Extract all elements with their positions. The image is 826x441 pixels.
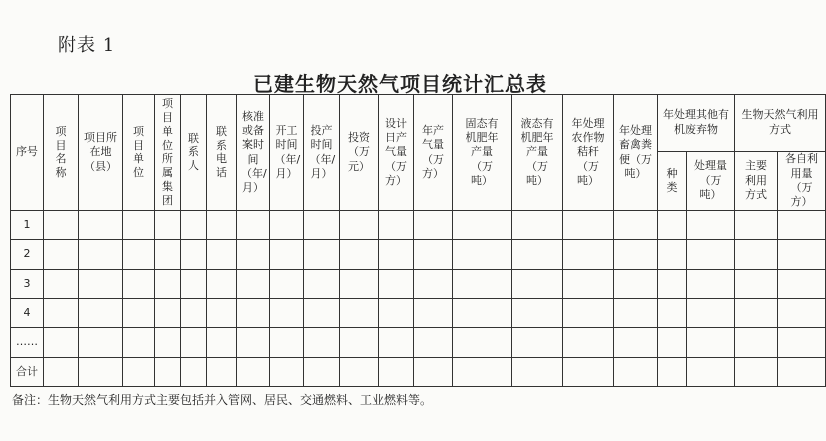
table-cell[interactable] bbox=[304, 240, 340, 269]
header-phone: 联系电话 bbox=[207, 95, 237, 211]
table-cell[interactable] bbox=[270, 211, 304, 240]
table-cell[interactable] bbox=[181, 240, 207, 269]
table-cell[interactable] bbox=[414, 240, 453, 269]
table-cell[interactable] bbox=[44, 211, 79, 240]
table-cell[interactable] bbox=[340, 299, 379, 328]
table-cell[interactable] bbox=[379, 328, 414, 357]
table-cell[interactable] bbox=[735, 269, 778, 298]
table-cell[interactable] bbox=[123, 357, 155, 386]
table-cell[interactable] bbox=[778, 357, 826, 386]
table-cell[interactable] bbox=[123, 269, 155, 298]
table-cell[interactable] bbox=[453, 299, 512, 328]
table-cell[interactable] bbox=[658, 299, 687, 328]
table-cell[interactable] bbox=[414, 269, 453, 298]
table-row bbox=[11, 299, 826, 328]
table-cell[interactable] bbox=[687, 299, 735, 328]
table-cell[interactable] bbox=[687, 269, 735, 298]
table-cell[interactable] bbox=[237, 211, 270, 240]
table-cell[interactable] bbox=[563, 357, 614, 386]
table-cell[interactable] bbox=[658, 269, 687, 298]
table-cell[interactable] bbox=[44, 299, 79, 328]
table-cell[interactable] bbox=[340, 211, 379, 240]
table-cell[interactable] bbox=[414, 328, 453, 357]
table-cell[interactable] bbox=[614, 328, 658, 357]
row-label: 3 bbox=[11, 269, 44, 298]
table-cell[interactable] bbox=[512, 211, 563, 240]
table-cell[interactable] bbox=[778, 299, 826, 328]
table-cell[interactable] bbox=[614, 357, 658, 386]
table-cell[interactable] bbox=[340, 328, 379, 357]
header-each-use: 各自利用量（万方） bbox=[778, 151, 826, 211]
table-cell[interactable] bbox=[304, 299, 340, 328]
table-cell[interactable] bbox=[340, 357, 379, 386]
table-row bbox=[11, 357, 826, 386]
table-cell[interactable] bbox=[123, 299, 155, 328]
row-label: 4 bbox=[11, 299, 44, 328]
table-cell[interactable] bbox=[735, 357, 778, 386]
header-investment: 投资（万元） bbox=[340, 95, 379, 211]
table-cell[interactable] bbox=[379, 357, 414, 386]
appendix-label: 附表 1 bbox=[58, 35, 116, 56]
table-cell[interactable] bbox=[379, 269, 414, 298]
table-cell[interactable] bbox=[414, 211, 453, 240]
table-row bbox=[11, 328, 826, 357]
header-other-waste: 年处理其他有机废弃物 bbox=[658, 95, 735, 152]
table-cell[interactable] bbox=[512, 328, 563, 357]
header-main-use: 主要利用方式 bbox=[735, 151, 778, 211]
header-county: 项目所在地（县） bbox=[79, 95, 123, 211]
table-cell[interactable] bbox=[379, 299, 414, 328]
table-cell[interactable] bbox=[735, 328, 778, 357]
table-cell[interactable] bbox=[614, 240, 658, 269]
table-cell[interactable] bbox=[155, 211, 181, 240]
table-cell[interactable] bbox=[453, 240, 512, 269]
table-cell[interactable] bbox=[563, 269, 614, 298]
header-start-time: 开工时间（年/月） bbox=[270, 95, 304, 211]
header-operation-time: 投产时间（年/月） bbox=[304, 95, 340, 211]
table-cell[interactable] bbox=[44, 240, 79, 269]
table-cell[interactable] bbox=[123, 211, 155, 240]
table-cell[interactable] bbox=[44, 357, 79, 386]
table-cell[interactable] bbox=[453, 269, 512, 298]
table-cell[interactable] bbox=[563, 328, 614, 357]
header-group: 项目单位所属集团 bbox=[155, 95, 181, 211]
header-seq: 序号 bbox=[11, 95, 44, 211]
table-cell[interactable] bbox=[237, 357, 270, 386]
table-cell[interactable] bbox=[270, 328, 304, 357]
table-cell[interactable] bbox=[778, 269, 826, 298]
table-cell[interactable] bbox=[155, 357, 181, 386]
table-cell[interactable] bbox=[735, 299, 778, 328]
header-manure: 年处理畜禽粪便（万吨） bbox=[614, 95, 658, 211]
table-cell[interactable] bbox=[181, 357, 207, 386]
table-cell[interactable] bbox=[304, 211, 340, 240]
header-unit: 项目单位 bbox=[123, 95, 155, 211]
table-cell[interactable] bbox=[453, 211, 512, 240]
table-cell[interactable] bbox=[181, 328, 207, 357]
table-cell[interactable] bbox=[79, 211, 123, 240]
table-cell[interactable] bbox=[181, 211, 207, 240]
header-contact: 联系人 bbox=[181, 95, 207, 211]
table-cell[interactable] bbox=[207, 328, 237, 357]
table-cell[interactable] bbox=[658, 211, 687, 240]
table-cell[interactable] bbox=[270, 357, 304, 386]
table-cell[interactable] bbox=[778, 328, 826, 357]
table-cell[interactable] bbox=[123, 328, 155, 357]
table-cell[interactable] bbox=[614, 299, 658, 328]
table-cell[interactable] bbox=[687, 211, 735, 240]
table-cell[interactable] bbox=[340, 269, 379, 298]
table-cell[interactable] bbox=[181, 269, 207, 298]
table-cell[interactable] bbox=[453, 328, 512, 357]
header-other-amount: 处理量（万吨） bbox=[687, 151, 735, 211]
table-cell[interactable] bbox=[79, 328, 123, 357]
row-label: 2 bbox=[11, 240, 44, 269]
header-straw: 年处理农作物秸秆（万吨） bbox=[563, 95, 614, 211]
table-cell[interactable] bbox=[658, 357, 687, 386]
header-annual-gas: 年产气量（万方） bbox=[414, 95, 453, 211]
table-cell[interactable] bbox=[512, 240, 563, 269]
table-cell[interactable] bbox=[123, 240, 155, 269]
row-label: 1 bbox=[11, 211, 44, 240]
footnote: 备注：生物天然气利用方式主要包括并入管网、居民、交通燃料、工业燃料等。 bbox=[12, 393, 433, 407]
header-liquid-fertilizer: 液态有机肥年产量（万吨） bbox=[512, 95, 563, 211]
table-cell[interactable] bbox=[512, 357, 563, 386]
table-cell[interactable] bbox=[79, 240, 123, 269]
table-cell[interactable] bbox=[155, 240, 181, 269]
table-cell[interactable] bbox=[687, 240, 735, 269]
summary-table bbox=[10, 94, 826, 387]
table-cell[interactable] bbox=[453, 357, 512, 386]
table-cell[interactable] bbox=[379, 211, 414, 240]
table-cell[interactable] bbox=[687, 328, 735, 357]
table-cell[interactable] bbox=[207, 357, 237, 386]
table-cell[interactable] bbox=[207, 269, 237, 298]
table-cell[interactable] bbox=[658, 328, 687, 357]
table-cell[interactable] bbox=[512, 269, 563, 298]
table-cell[interactable] bbox=[614, 211, 658, 240]
table-cell[interactable] bbox=[563, 240, 614, 269]
table-cell[interactable] bbox=[181, 299, 207, 328]
table-cell[interactable] bbox=[270, 240, 304, 269]
table-cell[interactable] bbox=[237, 269, 270, 298]
table-cell[interactable] bbox=[155, 328, 181, 357]
table-cell[interactable] bbox=[44, 269, 79, 298]
table-cell[interactable] bbox=[563, 211, 614, 240]
table-cell[interactable] bbox=[379, 240, 414, 269]
table-cell[interactable] bbox=[512, 299, 563, 328]
table-cell[interactable] bbox=[237, 240, 270, 269]
header-utilization: 生物天然气利用方式 bbox=[735, 95, 826, 152]
table-cell[interactable] bbox=[207, 211, 237, 240]
table-cell[interactable] bbox=[304, 269, 340, 298]
table-row bbox=[11, 240, 826, 269]
table-cell[interactable] bbox=[304, 357, 340, 386]
header-solid-fertilizer: 固态有机肥年产量（万吨） bbox=[453, 95, 512, 211]
table-cell[interactable] bbox=[79, 357, 123, 386]
header-other-type: 种类 bbox=[658, 151, 687, 211]
row-label: 合计 bbox=[11, 357, 44, 386]
table-cell[interactable] bbox=[79, 269, 123, 298]
table-cell[interactable] bbox=[414, 357, 453, 386]
table-cell[interactable] bbox=[207, 240, 237, 269]
table-cell[interactable] bbox=[155, 269, 181, 298]
table-cell[interactable] bbox=[735, 211, 778, 240]
table-cell[interactable] bbox=[237, 299, 270, 328]
table-cell[interactable] bbox=[735, 240, 778, 269]
table-cell[interactable] bbox=[687, 357, 735, 386]
table-cell[interactable] bbox=[79, 299, 123, 328]
table-cell[interactable] bbox=[237, 328, 270, 357]
table-cell[interactable] bbox=[658, 240, 687, 269]
table-cell[interactable] bbox=[614, 269, 658, 298]
table-cell[interactable] bbox=[778, 240, 826, 269]
table-row bbox=[11, 211, 826, 240]
table-cell[interactable] bbox=[270, 299, 304, 328]
table-title: 已建生物天然气项目统计汇总表 bbox=[253, 72, 547, 96]
table-cell[interactable] bbox=[414, 299, 453, 328]
header-project-name: 项目名称 bbox=[44, 95, 79, 211]
table-cell[interactable] bbox=[44, 328, 79, 357]
table-cell[interactable] bbox=[304, 328, 340, 357]
table-row bbox=[11, 269, 826, 298]
table-cell[interactable] bbox=[778, 211, 826, 240]
table-cell[interactable] bbox=[340, 240, 379, 269]
table-cell[interactable] bbox=[155, 299, 181, 328]
table-cell[interactable] bbox=[563, 299, 614, 328]
header-approval-time: 核准或备案时间（年/月） bbox=[237, 95, 270, 211]
table-cell[interactable] bbox=[207, 299, 237, 328]
row-label: …… bbox=[11, 328, 44, 357]
header-design-capacity: 设计日产气量（万方） bbox=[379, 95, 414, 211]
table-cell[interactable] bbox=[270, 269, 304, 298]
